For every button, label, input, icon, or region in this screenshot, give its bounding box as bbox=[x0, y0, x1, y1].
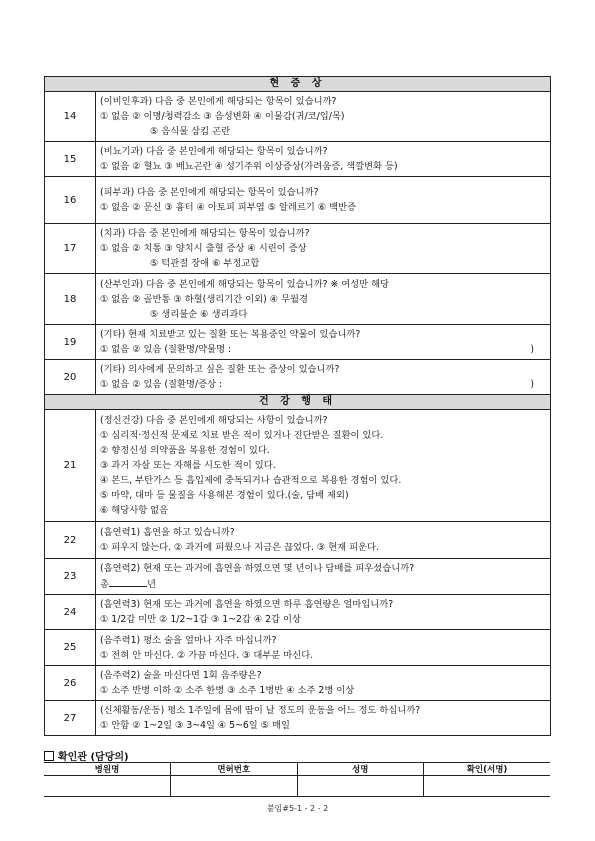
section-header-current-symptoms: 현 증 상 bbox=[45, 77, 551, 92]
confirmation-title: 확인관 (담당의) bbox=[44, 748, 129, 763]
question-row-15 bbox=[45, 142, 551, 177]
confirmation-table bbox=[44, 762, 550, 797]
question-row-17 bbox=[45, 224, 551, 274]
question-options[interactable]: ① 없음 ② 있음 (질환명/약물명 : bbox=[100, 344, 232, 355]
checkbox-square-icon bbox=[44, 751, 54, 761]
question-options[interactable]: ① 피우지 않는다. ② 과거에 피웠으나 지금은 끊었다. ③ 현재 피운다. bbox=[100, 542, 379, 553]
closing-paren: ) bbox=[530, 379, 535, 390]
question-number: 22 bbox=[45, 522, 96, 559]
question-number: 26 bbox=[45, 666, 96, 701]
question-row-19 bbox=[45, 325, 551, 360]
years-prefix: 총 bbox=[100, 579, 109, 590]
question-row-26 bbox=[45, 666, 551, 701]
option-item[interactable]: ① 심리적·정신적 문제로 치료 받은 적이 있거나 진단받은 질환이 있다. bbox=[100, 430, 384, 441]
question-row-24 bbox=[45, 595, 551, 630]
years-suffix: 년 bbox=[146, 579, 156, 590]
years-input[interactable] bbox=[109, 576, 147, 587]
question-options[interactable]: ① 1/2갑 미만 ② 1/2~1갑 ③ 1~2갑 ④ 2갑 이상 bbox=[100, 614, 301, 625]
question-row-22 bbox=[45, 522, 551, 559]
question-row-18 bbox=[45, 274, 551, 325]
question-number: 24 bbox=[45, 595, 96, 630]
question-row-25 bbox=[45, 630, 551, 666]
question-text: (피부과) 다음 중 본인에게 해당되는 항목이 있습니까? bbox=[100, 187, 319, 198]
hospital-name-header: 병원명 bbox=[44, 763, 171, 776]
questionnaire-table bbox=[44, 76, 551, 736]
question-options[interactable]: ⑤ 생리불순 ⑥ 생리과다 bbox=[150, 308, 248, 320]
hospital-name-field[interactable] bbox=[44, 776, 171, 797]
question-options[interactable]: ⑤ 음식물 삼킴 곤란 bbox=[150, 126, 231, 137]
question-number: 20 bbox=[45, 360, 96, 395]
question-row-27 bbox=[45, 701, 551, 736]
option-item[interactable]: ④ 본드, 부탄가스 등 흡입제에 중독되거나 습관적으로 복용한 경험이 있다. bbox=[100, 475, 402, 486]
question-text: (음주력1) 평소 술을 얼마나 자주 마십니까? bbox=[100, 634, 277, 646]
question-number: 19 bbox=[45, 325, 96, 360]
page-footer: 붙임#5-1 - 2 - 2 bbox=[266, 804, 329, 813]
question-row-20 bbox=[45, 360, 551, 395]
question-text: (신체활동/운동) 평소 1주일에 몸에 땀이 날 정도의 운동을 어느 정도 하십니까? bbox=[100, 705, 421, 716]
option-item[interactable]: ⑥ 해당사항 없음 bbox=[100, 505, 169, 516]
license-number-header: 면허번호 bbox=[171, 763, 298, 776]
question-options[interactable]: ① 없음 ② 문신 ③ 흉터 ④ 아토피 피부염 ⑤ 알레르기 ⑥ 백반증 bbox=[100, 202, 357, 213]
question-number: 18 bbox=[45, 274, 96, 325]
question-text: (이비인후과) 다음 중 본인에게 해당되는 항목이 있습니까? bbox=[100, 96, 337, 107]
name-header: 성명 bbox=[297, 763, 424, 776]
question-number: 17 bbox=[45, 224, 96, 274]
name-field[interactable] bbox=[297, 776, 424, 797]
question-options[interactable]: ⑤ 턱관절 장애 ⑥ 부정교합 bbox=[150, 258, 260, 269]
question-text: (흡연력1) 흡연을 하고 있습니까? bbox=[100, 527, 235, 538]
question-text: (산부인과) 다음 중 본인에게 해당되는 항목이 있습니까? ※ 여성만 해당 bbox=[100, 278, 390, 290]
question-number: 14 bbox=[45, 92, 96, 142]
question-number: 21 bbox=[45, 410, 96, 522]
question-text: (기타) 의사에게 문의하고 싶은 질환 또는 증상이 있습니까? bbox=[100, 364, 340, 375]
question-options[interactable]: ① 안함 ② 1~2일 ③ 3~4일 ④ 5~6일 ⑤ 매일 bbox=[100, 720, 290, 731]
option-item[interactable]: ⑤ 마약, 대마 등 물질을 사용해본 경험이 있다.(술, 담배 제외) bbox=[100, 490, 349, 501]
question-text: (비뇨기과) 다음 중 본인에게 해당되는 항목이 있습니까? bbox=[100, 146, 328, 157]
question-number: 16 bbox=[45, 177, 96, 224]
question-options[interactable]: ① 소주 반병 이하 ② 소주 한병 ③ 소주 1병반 ④ 소주 2병 이상 bbox=[100, 685, 355, 696]
question-options[interactable]: ① 없음 ② 치통 ③ 양치시 출혈 증상 ④ 시린이 증상 bbox=[100, 243, 307, 254]
question-options[interactable]: ① 없음 ② 골반통 ③ 하혈(생리기간 이외) ④ 무월경 bbox=[100, 293, 308, 305]
question-number: 15 bbox=[45, 142, 96, 177]
question-row-16 bbox=[45, 177, 551, 224]
question-text: (흡연력3) 현재 또는 과거에 흡연을 하였으면 하루 흡연량은 얼마입니까? bbox=[100, 599, 394, 610]
question-text: (음주력2) 술을 마신다면 1회 음주량은? bbox=[100, 670, 262, 681]
question-row-14 bbox=[45, 92, 551, 142]
question-options[interactable]: ① 없음 ② 이명/청력감소 ③ 음성변화 ④ 이물감(귀/코/입/목) bbox=[100, 111, 345, 122]
question-number: 25 bbox=[45, 630, 96, 666]
question-row-23 bbox=[45, 559, 551, 595]
closing-paren: ) bbox=[530, 344, 535, 355]
signature-field[interactable] bbox=[424, 776, 551, 797]
question-text: (기타) 현재 치료받고 있는 질환 또는 복용중인 약물이 있습니까? bbox=[100, 329, 361, 340]
license-number-field[interactable] bbox=[171, 776, 298, 797]
option-item[interactable]: ③ 과거 자살 또는 자해를 시도한 적이 있다. bbox=[100, 460, 276, 471]
questionnaire bbox=[44, 76, 550, 736]
question-number: 27 bbox=[45, 701, 96, 736]
option-item[interactable]: ② 향정신성 의약품을 복용한 경험이 있다. bbox=[100, 445, 270, 456]
question-text: (흡연력2) 현재 또는 과거에 흡연을 하였으면 몇 년이나 담배를 피우셨습니까? bbox=[100, 563, 415, 574]
question-options[interactable]: ① 없음 ② 혈뇨 ③ 배뇨곤란 ④ 성기주위 이상증상(가려움증, 색깔변화 등) bbox=[100, 161, 398, 172]
question-row-21 bbox=[45, 410, 551, 522]
question-options[interactable]: ① 없음 ② 있음 (질환명/증상 : bbox=[100, 379, 223, 390]
question-number: 23 bbox=[45, 559, 96, 595]
question-options[interactable]: ① 전혀 안 마신다. ② 가끔 마신다. ③ 대부분 마신다. bbox=[100, 649, 314, 661]
signature-header: 확인(서명) bbox=[424, 763, 551, 776]
question-text: (치과) 다음 중 본인에게 해당되는 항목이 있습니까? bbox=[100, 228, 310, 239]
section-header-health-behavior: 건 강 행 태 bbox=[45, 395, 551, 410]
question-text: (정신건강) 다음 중 본인에게 해당되는 사항이 있습니까? bbox=[100, 415, 328, 426]
